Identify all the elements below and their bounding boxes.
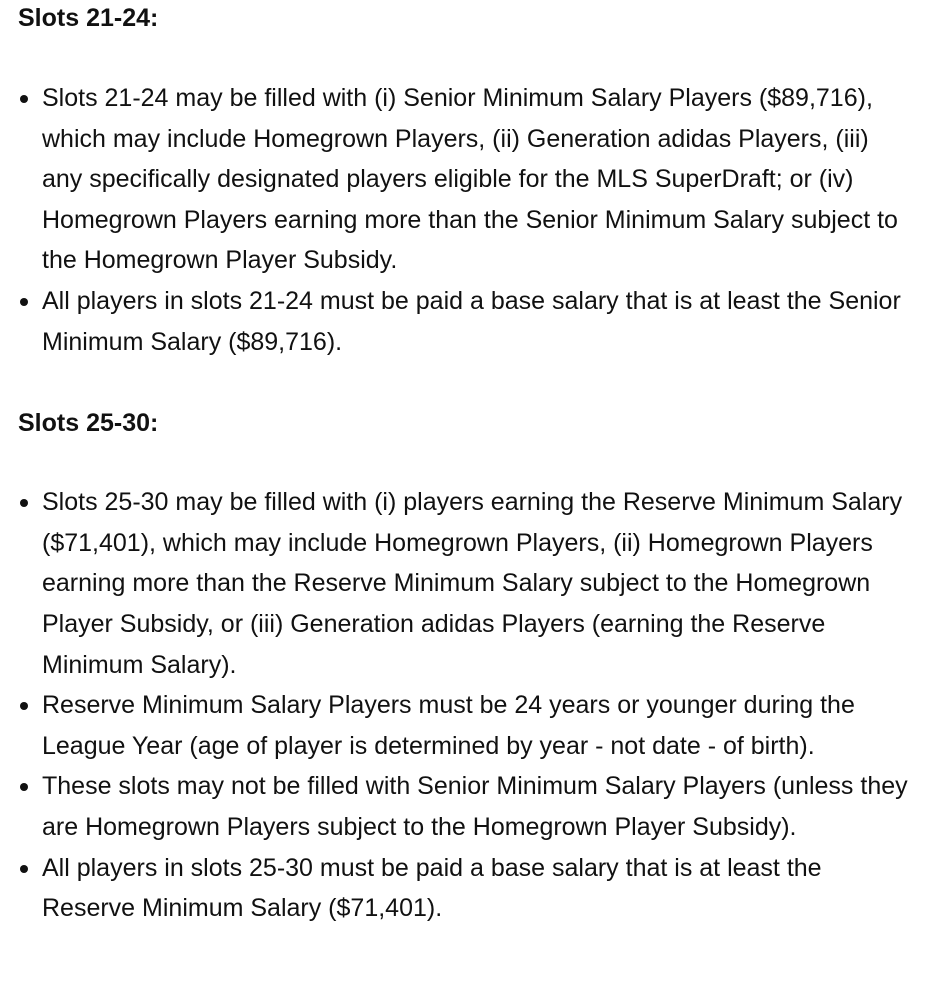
list-item: Reserve Minimum Salary Players must be 24 years or younger during the League Year (age of player is determined by year - not date - of birth). xyxy=(18,685,914,766)
bullet-list-slots-21-24 xyxy=(18,78,936,362)
list-item: These slots may not be filled with Senior Minimum Salary Players (unless they are Homegrown Players subject to the Homegrown Player Subsidy). xyxy=(18,766,914,847)
list-item: All players in slots 21-24 must be paid a base salary that is at least the Senior Minimum Salary ($89,716). xyxy=(18,281,914,362)
list-item: Slots 25-30 may be filled with (i) players earning the Reserve Minimum Salary ($71,401), which may include Homegrown Players, (ii) Homegrown Players earning more than the Reserve Minimum Salary subject to the Homegrown Player Subsidy, or (iii) Generation adidas Players (earning the Reserve Minimum Salary). xyxy=(18,482,914,685)
section-heading-slots-25-30: Slots 25-30: xyxy=(18,409,159,438)
list-item: All players in slots 25-30 must be paid a base salary that is at least the Reserve Minimum Salary ($71,401). xyxy=(18,848,914,929)
bullet-list-slots-25-30 xyxy=(18,482,936,929)
section-heading-slots-21-24: Slots 21-24: xyxy=(18,4,159,32)
list-item: Slots 21-24 may be filled with (i) Senior Minimum Salary Players ($89,716), which may include Homegrown Players, (ii) Generation adidas Players, (iii) any specifically designated players eligible for the MLS SuperDraft; or (iv) Homegrown Players earning more than the Senior Minimum Salary subject to the Homegrown Player Subsidy. xyxy=(18,78,914,281)
